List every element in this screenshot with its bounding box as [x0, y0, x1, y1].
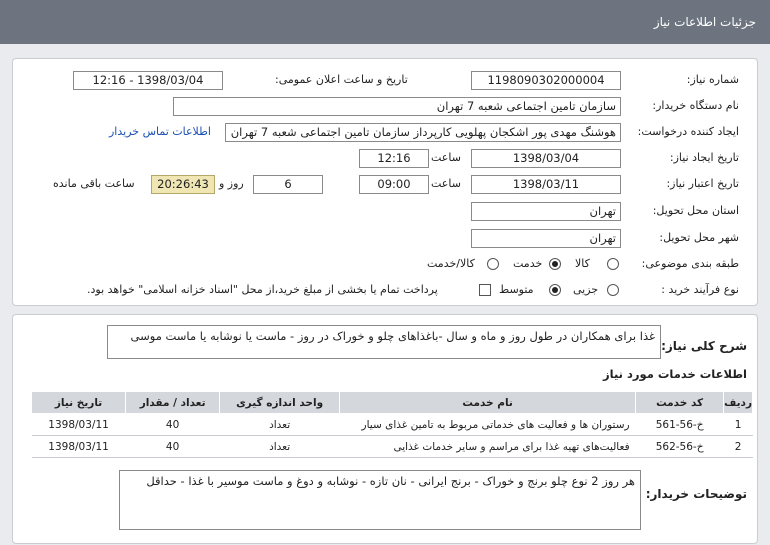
col-header-need-date: تاریخ نیاز: [32, 392, 126, 414]
need-description-panel: [12, 314, 758, 544]
table-header-row: [32, 392, 753, 414]
validity-time-field: 09:00: [359, 175, 429, 194]
province-label: استان محل تحویل:: [652, 204, 739, 217]
buyer-contact-link[interactable]: اطلاعات تماس خریدار: [109, 125, 211, 138]
col-header-service-code: کد خدمت: [636, 392, 724, 414]
remaining-label: ساعت باقی مانده: [53, 177, 135, 190]
cell-unit: تعداد: [220, 414, 340, 436]
cell-row-number: 1: [724, 414, 753, 436]
cell-service-name: فعالیت‌های تهیه غذا برای مراسم و سایر خدمات غذایی: [340, 436, 636, 458]
services-table: [31, 391, 753, 458]
city-label: شهر محل تحویل:: [659, 231, 739, 244]
validity-time-label: ساعت: [431, 177, 461, 190]
announce-field: 1398/03/04 - 12:16: [73, 71, 223, 90]
created-date-field: 1398/03/04: [471, 149, 621, 168]
category-option-goods-service: کالا/خدمت: [427, 257, 475, 270]
category-option-goods: کالا: [575, 257, 590, 270]
col-header-quantity: تعداد / مقدار: [126, 392, 220, 414]
process-radio-medium[interactable]: [549, 284, 561, 296]
category-option-service: خدمت: [513, 257, 543, 270]
col-header-unit: واحد اندازه گیری: [220, 392, 340, 414]
process-label: نوع فرآیند خرید :: [661, 283, 739, 296]
validity-label: تاریخ اعتبار نیاز:: [666, 177, 739, 190]
need-number-label: شماره نیاز:: [686, 73, 739, 86]
days-label: روز و: [219, 177, 244, 190]
category-radio-goods-service[interactable]: [487, 258, 499, 270]
buyer-field: سازمان تامین اجتماعی شعبه 7 تهران: [173, 97, 621, 116]
cell-row-number: 2: [724, 436, 753, 458]
general-desc-box: غذا برای همکاران در طول روز و ماه و سال -باغذاهای چلو و خوراک در روز - ماست یا نوشابه یا ماست موسی: [107, 325, 661, 359]
category-radio-service[interactable]: [549, 258, 561, 270]
cell-service-name: رستوران ها و فعالیت های خدماتی مربوط به تامین غذای سیار: [340, 414, 636, 436]
table-row: [32, 414, 753, 436]
buyer-label: نام دستگاه خریدار:: [652, 99, 739, 112]
cell-service-code: خ-56-562: [636, 436, 724, 458]
created-date-label: تاریخ ایجاد نیاز:: [669, 151, 739, 164]
cell-need-date: 1398/03/11: [32, 414, 126, 436]
validity-date-field: 1398/03/11: [471, 175, 621, 194]
cell-quantity: 40: [126, 414, 220, 436]
need-info-panel: [12, 58, 758, 306]
process-radio-minor[interactable]: [607, 284, 619, 296]
services-title: اطلاعات خدمات مورد نیاز: [603, 367, 747, 381]
cell-need-date: 1398/03/11: [32, 436, 126, 458]
treasury-checkbox[interactable]: [479, 284, 491, 296]
col-header-row-number: ردیف: [724, 392, 753, 414]
cell-unit: تعداد: [220, 436, 340, 458]
process-option-medium: متوسط: [499, 283, 534, 296]
need-number-field: 1198090302000004: [471, 71, 621, 90]
buyer-notes-box: هر روز 2 نوع چلو برنج و خوراک - برنج ایرانی - نان تازه - نوشابه و دوغ و ماست موسیر با غذا - حداقل: [119, 470, 641, 530]
page-title: جزئیات اطلاعات نیاز: [653, 15, 756, 29]
treasury-note: پرداخت تمام یا بخشی از مبلغ خرید،از محل "اسناد خزانه اسلامی" خواهد بود.: [87, 283, 438, 296]
announce-label: تاریخ و ساعت اعلان عمومی:: [275, 73, 408, 86]
remaining-time-field: 20:26:43: [151, 175, 215, 194]
days-field: 6: [253, 175, 323, 194]
category-label: طبقه بندی موضوعی:: [641, 257, 739, 270]
cell-quantity: 40: [126, 436, 220, 458]
city-field: تهران: [471, 229, 621, 248]
category-radio-goods[interactable]: [607, 258, 619, 270]
process-option-minor: جزیی: [573, 283, 599, 296]
buyer-notes-label: توضیحات خریدار:: [645, 487, 747, 501]
col-header-service-name: نام خدمت: [340, 392, 636, 414]
created-time-field: 12:16: [359, 149, 429, 168]
creator-field: هوشنگ مهدی پور اشکجان پهلویی کارپرداز سازمان تامین اجتماعی شعبه 7 تهران: [225, 123, 621, 142]
creator-label: ایجاد کننده درخواست:: [637, 125, 739, 138]
page-header: [0, 0, 770, 44]
province-field: تهران: [471, 202, 621, 221]
table-row: [32, 436, 753, 458]
created-time-label: ساعت: [431, 151, 461, 164]
general-desc-label: شرح کلی نیاز:: [661, 339, 747, 353]
cell-service-code: خ-56-561: [636, 414, 724, 436]
